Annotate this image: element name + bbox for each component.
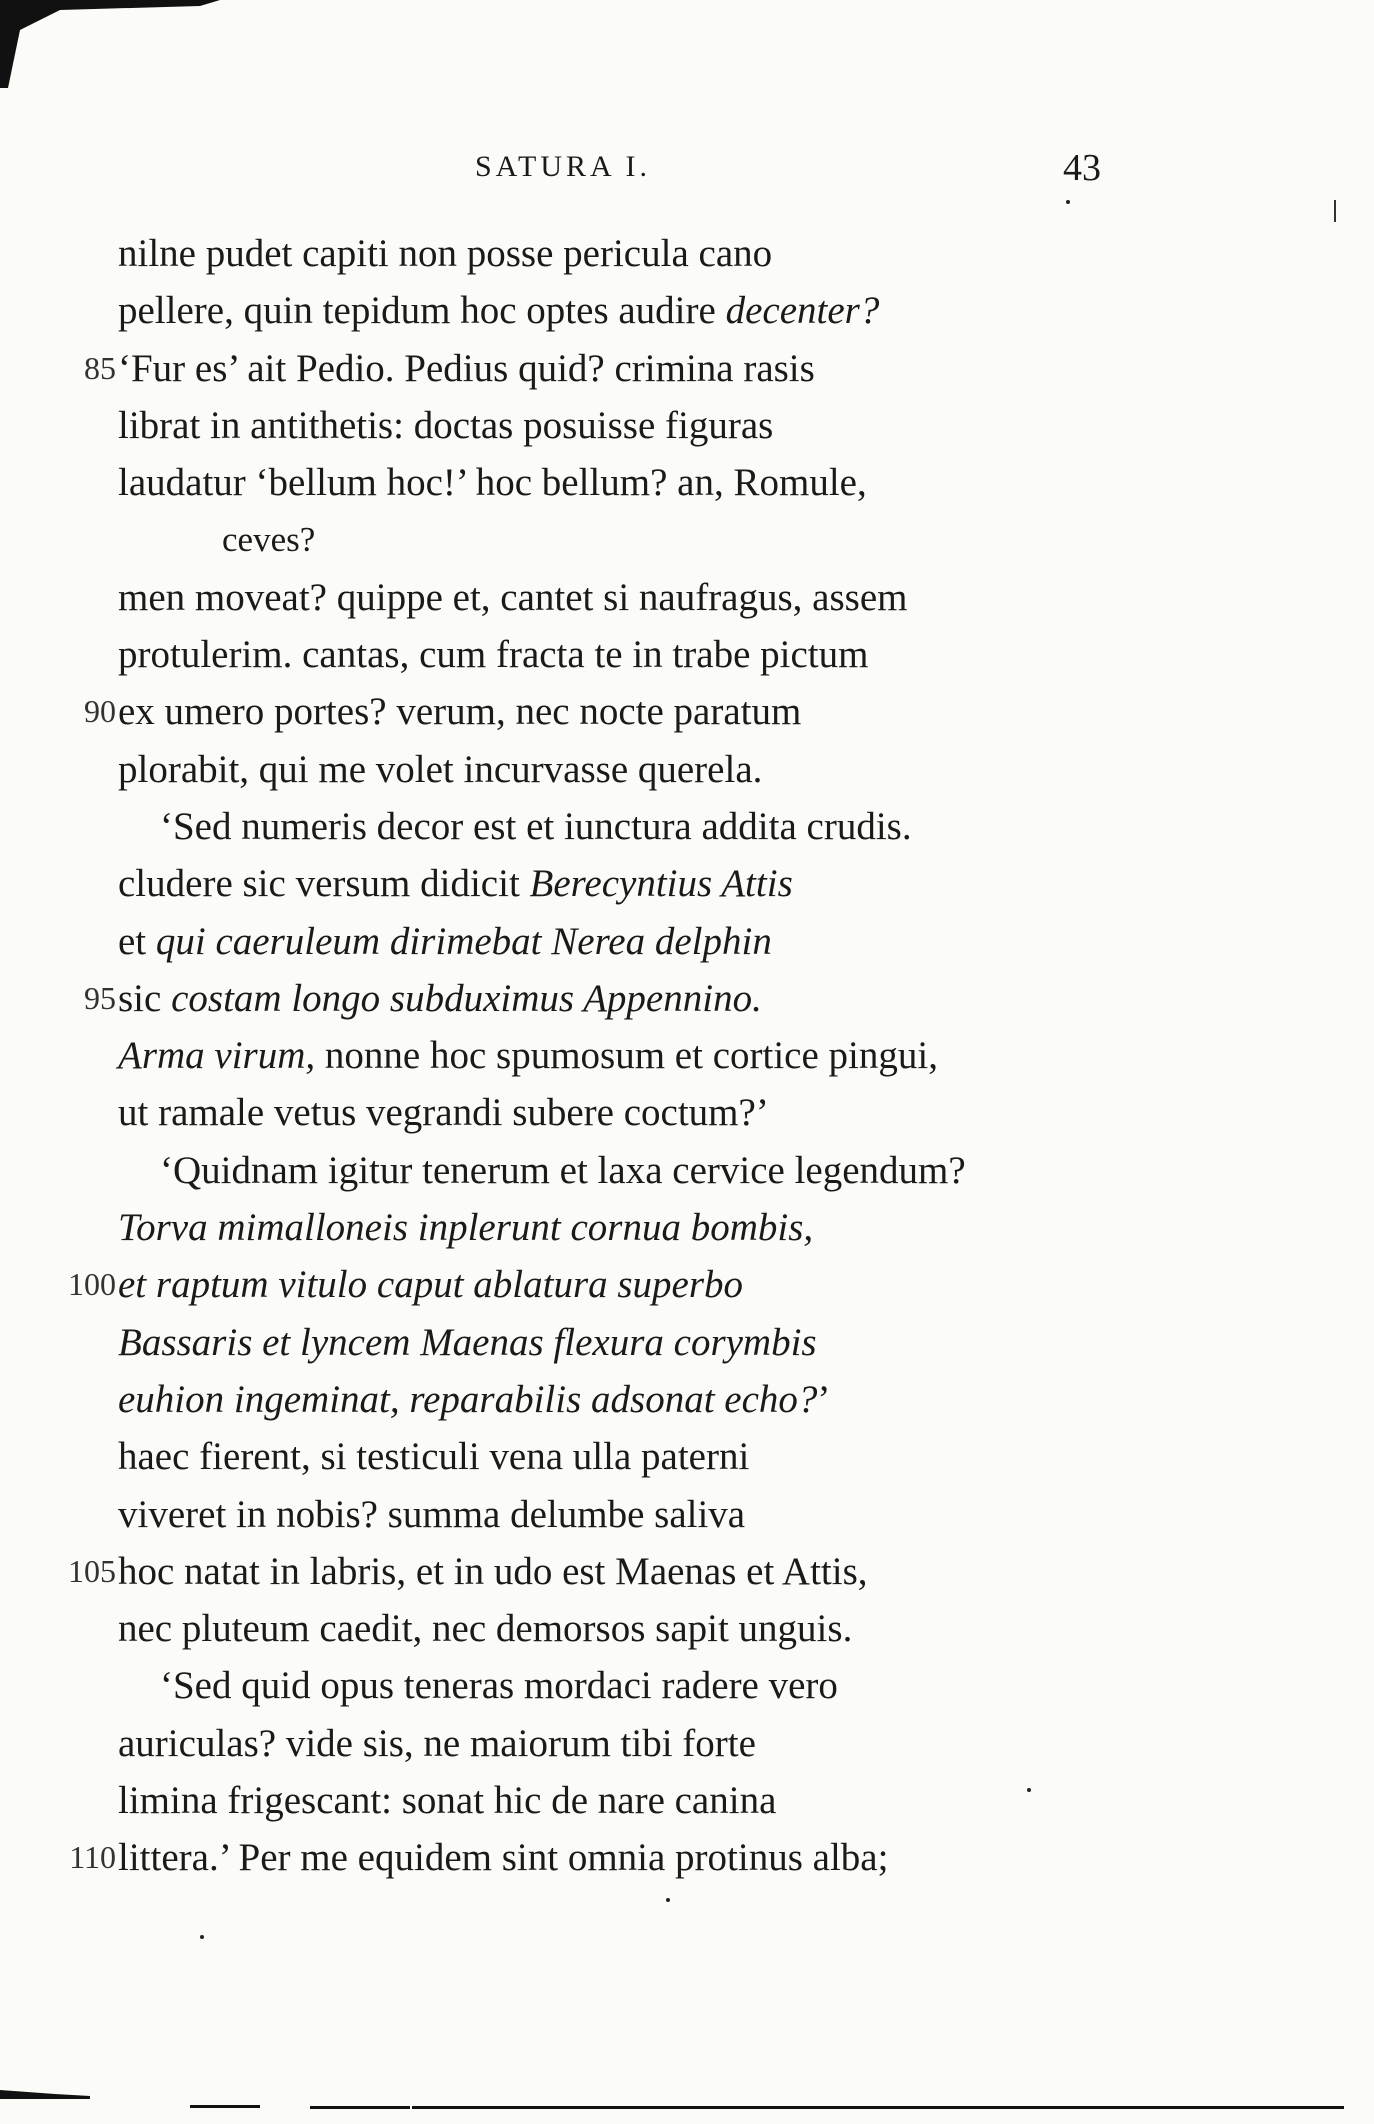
verse-line: [0, 855, 1374, 912]
page-header: [0, 146, 1374, 194]
verse-text: nec pluteum caedit, nec demorsos sapit unguis.: [118, 1607, 853, 1651]
verse-text: laudatur ‘bellum hoc!’ hoc bellum? an, Romule,: [118, 461, 867, 505]
line-number: 95: [84, 979, 116, 1016]
italic-segment: et raptum vitulo caput ablatura superbo: [118, 1263, 744, 1307]
verse-line: [0, 1027, 1374, 1084]
ink-speck: [1027, 1788, 1031, 1792]
verse-text: [118, 1256, 743, 1313]
line-number: 110: [69, 1839, 116, 1876]
verse-text: men moveat? quippe et, cantet si naufragus, assem: [118, 575, 908, 619]
verse-text: et qui caeruleum dirimebat Nerea delphin: [118, 919, 772, 963]
verse-line: [0, 340, 1374, 397]
verse-text: ‘Fur es’ ait Pedio. Pedius quid? crimina rasis: [118, 346, 815, 390]
footer-scan-mark: [0, 2088, 100, 2102]
verse-text: haec fierent, si testiculi vena ulla paterni: [118, 1435, 750, 1479]
verse-line: [0, 1772, 1374, 1829]
verse-line: [0, 1142, 1374, 1199]
verse-text: sic costam longo subduximus Appennino.: [118, 976, 762, 1020]
italic-segment: Bassaris et lyncem Maenas flexura corymbis: [118, 1320, 817, 1364]
verse-line: [0, 282, 1374, 339]
verse-text: littera.’ Per me equidem sint omnia protinus alba;: [118, 1836, 889, 1880]
line-number: 100: [68, 1266, 116, 1303]
verse-line-continuation: [0, 511, 1374, 568]
italic-segment: Berecyntius Attis: [529, 862, 793, 906]
ink-speck: [666, 1898, 670, 1902]
verse-line: [0, 1428, 1374, 1485]
verse-line: [0, 970, 1374, 1027]
verse-text: viveret in nobis? summa delumbe saliva: [118, 1492, 746, 1536]
margin-tick: [1334, 200, 1336, 222]
running-title: SATURA I.: [475, 150, 652, 183]
verse-line: [0, 569, 1374, 626]
verse-line: [0, 683, 1374, 740]
corner-scan-mark: [0, 0, 230, 90]
footer-rule: [190, 2105, 260, 2108]
ink-speck: [1066, 200, 1070, 204]
verse-line: [0, 913, 1374, 970]
verse-text: ‘Sed numeris decor est et iunctura addita crudis.: [160, 804, 912, 848]
page-number: 43: [1063, 147, 1101, 189]
verse-line: [0, 1084, 1374, 1141]
verse-line: [0, 1715, 1374, 1772]
italic-segment: Torva mimalloneis inplerunt cornua bombis,: [118, 1206, 814, 1250]
italic-segment: Arma virum,: [118, 1034, 316, 1078]
verse-line: [0, 1657, 1374, 1714]
verse-text: librat in antithetis: doctas posuisse figuras: [118, 403, 774, 447]
footer-rule: [412, 2106, 1344, 2109]
verse-text: ceves?: [222, 520, 316, 560]
verse-text: ut ramale vetus vegrandi subere coctum?’: [118, 1091, 769, 1135]
verse-text: euhion ingeminat, reparabilis adsonat echo?’: [118, 1377, 831, 1421]
verse-line: [0, 798, 1374, 855]
verse-line: [0, 1543, 1374, 1600]
verse-line: [0, 1314, 1374, 1371]
verse-text: limina frigescant: sonat hic de nare canina: [118, 1779, 777, 1823]
verse-text: pellere, quin tepidum hoc optes audire decenter?: [118, 289, 880, 333]
verse-line: [0, 1829, 1374, 1886]
ink-speck: [200, 1935, 204, 1939]
poem-body: [0, 225, 1374, 1887]
verse-text: auriculas? vide sis, ne maiorum tibi forte: [118, 1721, 756, 1765]
line-number: 85: [84, 349, 116, 386]
verse-line: [0, 1371, 1374, 1428]
italic-segment: euhion ingeminat, reparabilis adsonat echo?: [118, 1377, 818, 1421]
italic-segment: decenter?: [725, 289, 880, 333]
italic-segment: qui caeruleum dirimebat Nerea delphin: [155, 919, 772, 963]
verse-line: [0, 225, 1374, 282]
verse-line: [0, 454, 1374, 511]
verse-line: [0, 1486, 1374, 1543]
italic-segment: costam longo subduximus Appennino.: [171, 976, 762, 1020]
verse-text: ‘Quidnam igitur tenerum et laxa cervice legendum?: [160, 1148, 966, 1192]
verse-text: nilne pudet capiti non posse pericula cano: [118, 232, 773, 275]
verse-text: plorabit, qui me volet incurvasse querela.: [118, 747, 763, 791]
verse-text: hoc natat in labris, et in udo est Maenas et Attis,: [118, 1549, 868, 1593]
verse-text: Arma virum, nonne hoc spumosum et cortice pingui,: [118, 1034, 938, 1078]
verse-line: [0, 397, 1374, 454]
line-number: 105: [68, 1552, 116, 1589]
verse-line: [0, 1600, 1374, 1657]
verse-line: [0, 1256, 1374, 1313]
verse-line: [0, 1199, 1374, 1256]
verse-text: ex umero portes? verum, nec nocte paratum: [118, 690, 802, 734]
verse-line: [0, 741, 1374, 798]
verse-line: [0, 626, 1374, 683]
footer-rule: [310, 2106, 410, 2109]
verse-text: [118, 1199, 813, 1256]
verse-text: protulerim. cantas, cum fracta te in trabe pictum: [118, 633, 869, 677]
verse-text: ‘Sed quid opus teneras mordaci radere vero: [160, 1664, 838, 1708]
line-number: 90: [84, 693, 116, 730]
verse-text: cludere sic versum didicit Berecyntius Attis: [118, 862, 793, 906]
verse-text: [118, 1314, 817, 1371]
